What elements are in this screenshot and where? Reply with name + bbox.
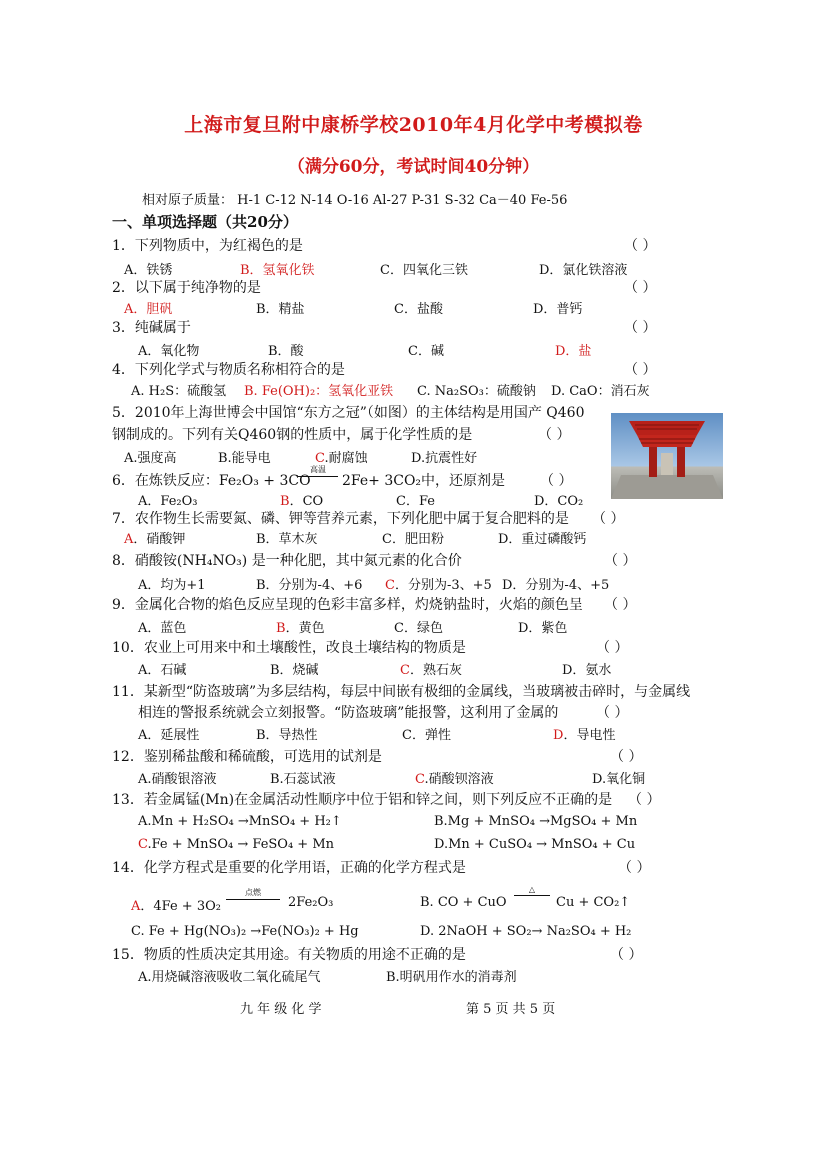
section-title: 一、单项选择题（共20分） xyxy=(112,213,298,231)
question-14-stem: 14．化学方程式是重要的化学用语，正确的化学方程式是 xyxy=(112,860,466,876)
option-c: C．肥田粉 xyxy=(382,532,444,547)
option-c: C．四氧化三铁 xyxy=(380,263,468,278)
option-d: D.氧化铜 xyxy=(592,772,646,787)
question-5-stem-cont: 钢制成的。下列有关Q460钢的性质中，属于化学性质的是 xyxy=(112,427,473,443)
option-b-answer: B．黄色 xyxy=(276,621,325,636)
option-b: B．导热性 xyxy=(256,728,318,743)
option-b: B.能导电 xyxy=(218,451,271,466)
answer-paren: （ ） xyxy=(610,749,643,765)
question-13-stem: 13．若金属锰(Mn)在金属活动性顺序中位于铝和锌之间，则下列反应不正确的是 xyxy=(112,792,613,808)
option-c: C. Fe + Hg(NO₃)₂ →Fe(NO₃)₂ + Hg xyxy=(131,924,359,939)
answer-paren: （ ） xyxy=(538,427,571,443)
answer-paren: （ ） xyxy=(540,473,573,489)
option-b: B.明矾用作水的消毒剂 xyxy=(386,970,517,985)
question-11-stem-cont: 相连的警报系统就会立刻报警。“防盗玻璃”能报警，这利用了金属的 xyxy=(138,705,559,721)
option-b: B．烧碱 xyxy=(270,663,319,678)
question-12-stem: 12．鉴别稀盐酸和稀硫酸，可选用的试剂是 xyxy=(112,749,382,765)
option-d: D.Mn + CuSO₄ → MnSO₄ + Cu xyxy=(434,837,636,852)
option-d: D．氨水 xyxy=(562,663,612,678)
answer-paren: （ ） xyxy=(624,280,657,296)
answer-paren: （ ） xyxy=(592,511,625,527)
option-a: A．蓝色 xyxy=(138,621,187,636)
reaction-arrow xyxy=(298,464,338,477)
option-c-answer: C．分别为-3、+5 xyxy=(385,578,492,593)
china-pavilion-image xyxy=(611,413,723,499)
answer-paren: （ ） xyxy=(610,947,643,963)
option-b-answer: B．氢氧化铁 xyxy=(240,263,315,278)
option-a: A．延展性 xyxy=(138,728,200,743)
option-c-answer: C.硝酸钡溶液 xyxy=(415,772,494,787)
option-c-answer: C.Fe + MnSO₄ → FeSO₄ + Mn xyxy=(138,837,335,852)
option-c: C. Na₂SO₃：硫酸钠 xyxy=(417,384,536,399)
option-d: D. CaO：消石灰 xyxy=(551,384,650,399)
option-a-product: 2Fe₂O₃ xyxy=(288,895,334,910)
option-c: C．盐酸 xyxy=(394,302,443,317)
option-a: A．4Fe + 3O₂ xyxy=(131,899,221,914)
condition-ignite: 点燃 xyxy=(245,888,261,897)
question-8-stem: 8．硝酸铵(NH₄NO₃) 是一种化肥，其中氮元素的化合价 xyxy=(112,553,462,569)
option-a: A．氧化物 xyxy=(138,344,200,359)
option-a-answer: A．胆矾 xyxy=(124,302,173,317)
option-b: B．分别为-4、+6 xyxy=(256,578,363,593)
option-a-answer: A．硝酸钾 xyxy=(124,532,186,547)
answer-paren: （ ） xyxy=(624,362,657,378)
answer-paren: （ ） xyxy=(628,792,661,808)
reaction-arrow xyxy=(226,887,280,900)
question-6-stem: 6．在炼铁反应：Fe₂O₃ + 3CO xyxy=(112,473,311,489)
option-b-product: Cu + CO₂↑ xyxy=(556,895,631,910)
option-c: C．碱 xyxy=(408,344,444,359)
question-10-stem: 10．农业上可用来中和土壤酸性，改良土壤结构的物质是 xyxy=(112,640,466,656)
question-6-stem-cont: 2Fe+ 3CO₂中，还原剂是 xyxy=(342,473,506,489)
answer-paren: （ ） xyxy=(596,705,629,721)
question-3-stem: 3．纯碱属于 xyxy=(112,320,191,336)
question-2-stem: 2．以下属于纯净物的是 xyxy=(112,280,261,296)
option-b: B．酸 xyxy=(268,344,304,359)
option-a: A. H₂S：硫酸氢 xyxy=(131,384,227,399)
condition-high-temp: 高温 xyxy=(310,465,326,474)
footer-page-number: 第 5 页 共 5 页 xyxy=(466,1002,556,1017)
option-b: B.石蕊试液 xyxy=(270,772,336,787)
reaction-arrow xyxy=(514,885,550,896)
option-d: D．氯化铁溶液 xyxy=(539,263,628,278)
option-a: A.用烧碱溶液吸收二氧化硫尾气 xyxy=(138,970,321,985)
question-1-stem: 1．下列物质中，为红褐色的是 xyxy=(112,238,303,254)
answer-paren: （ ） xyxy=(604,553,637,569)
question-9-stem: 9．金属化合物的焰色反应呈现的色彩丰富多样，灼烧钠盐时，火焰的颜色呈 xyxy=(112,597,583,613)
condition-heat: △ xyxy=(528,885,536,894)
option-a: A．铁锈 xyxy=(124,263,173,278)
option-b: B．草木灰 xyxy=(256,532,318,547)
option-d: D．分别为-4、+5 xyxy=(502,578,610,593)
option-d: D．普钙 xyxy=(533,302,583,317)
question-7-stem: 7．农作物生长需要氮、磷、钾等营养元素，下列化肥中属于复合肥料的是 xyxy=(112,511,569,527)
option-d: D．CO₂ xyxy=(534,494,584,509)
option-b-answer: B. Fe(OH)₂：氢氧化亚铁 xyxy=(244,384,394,399)
option-c: C．弹性 xyxy=(402,728,451,743)
question-4-stem: 4．下列化学式与物质名称相符合的是 xyxy=(112,362,345,378)
question-11-stem: 11．某新型“防盗玻璃”为多层结构，每层中间嵌有极细的金属线，当玻璃被击碎时，与金属线 xyxy=(112,684,691,700)
answer-paren: （ ） xyxy=(624,238,657,254)
option-a: A．Fe₂O₃ xyxy=(138,494,198,509)
option-d: D．重过磷酸钙 xyxy=(498,532,587,547)
option-d: D. 2NaOH + SO₂→ Na₂SO₄ + H₂ xyxy=(420,924,632,939)
answer-paren: （ ） xyxy=(624,320,657,336)
answer-paren: （ ） xyxy=(618,860,651,876)
option-d: D．紫色 xyxy=(518,621,568,636)
option-a: A.硝酸银溶液 xyxy=(138,772,217,787)
option-b-answer: B．CO xyxy=(280,494,324,509)
page-title: 上海市复旦附中康桥学校2010年4月化学中考模拟卷 xyxy=(184,114,643,136)
answer-paren: （ ） xyxy=(604,597,637,613)
option-c-answer: C.耐腐蚀 xyxy=(315,451,368,466)
option-c: C．Fe xyxy=(396,494,435,509)
option-a: A．石碱 xyxy=(138,663,187,678)
option-c: C．绿色 xyxy=(394,621,443,636)
option-d-answer: D．盐 xyxy=(555,344,592,359)
option-a: A.Mn + H₂SO₄ →MnSO₄ + H₂↑ xyxy=(138,814,342,829)
option-a: A.强度高 xyxy=(124,451,177,466)
option-b: B.Mg + MnSO₄ →MgSO₄ + Mn xyxy=(434,814,638,829)
question-15-stem: 15．物质的性质决定其用途。有关物质的用途不正确的是 xyxy=(112,947,466,963)
option-b: B. CO + CuO xyxy=(420,895,507,910)
page-subtitle: （满分60分，考试时间40分钟） xyxy=(287,157,540,177)
option-d: D.抗震性好 xyxy=(411,451,478,466)
option-c-answer: C．熟石灰 xyxy=(400,663,462,678)
footer-subject: 九 年 级 化 学 xyxy=(240,1002,322,1017)
option-d-answer: D．导电性 xyxy=(553,728,616,743)
option-b: B．精盐 xyxy=(256,302,305,317)
atomic-masses: 相对原子质量： H-1 C-12 N-14 O-16 Al-27 P-31 S-32 Ca－40 Fe-56 xyxy=(142,193,568,208)
question-5-stem: 5．2010年上海世博会中国馆“东方之冠”（如图）的主体结构是用国产 Q460 xyxy=(112,405,585,421)
option-a: A．均为+1 xyxy=(138,578,206,593)
answer-paren: （ ） xyxy=(596,640,629,656)
